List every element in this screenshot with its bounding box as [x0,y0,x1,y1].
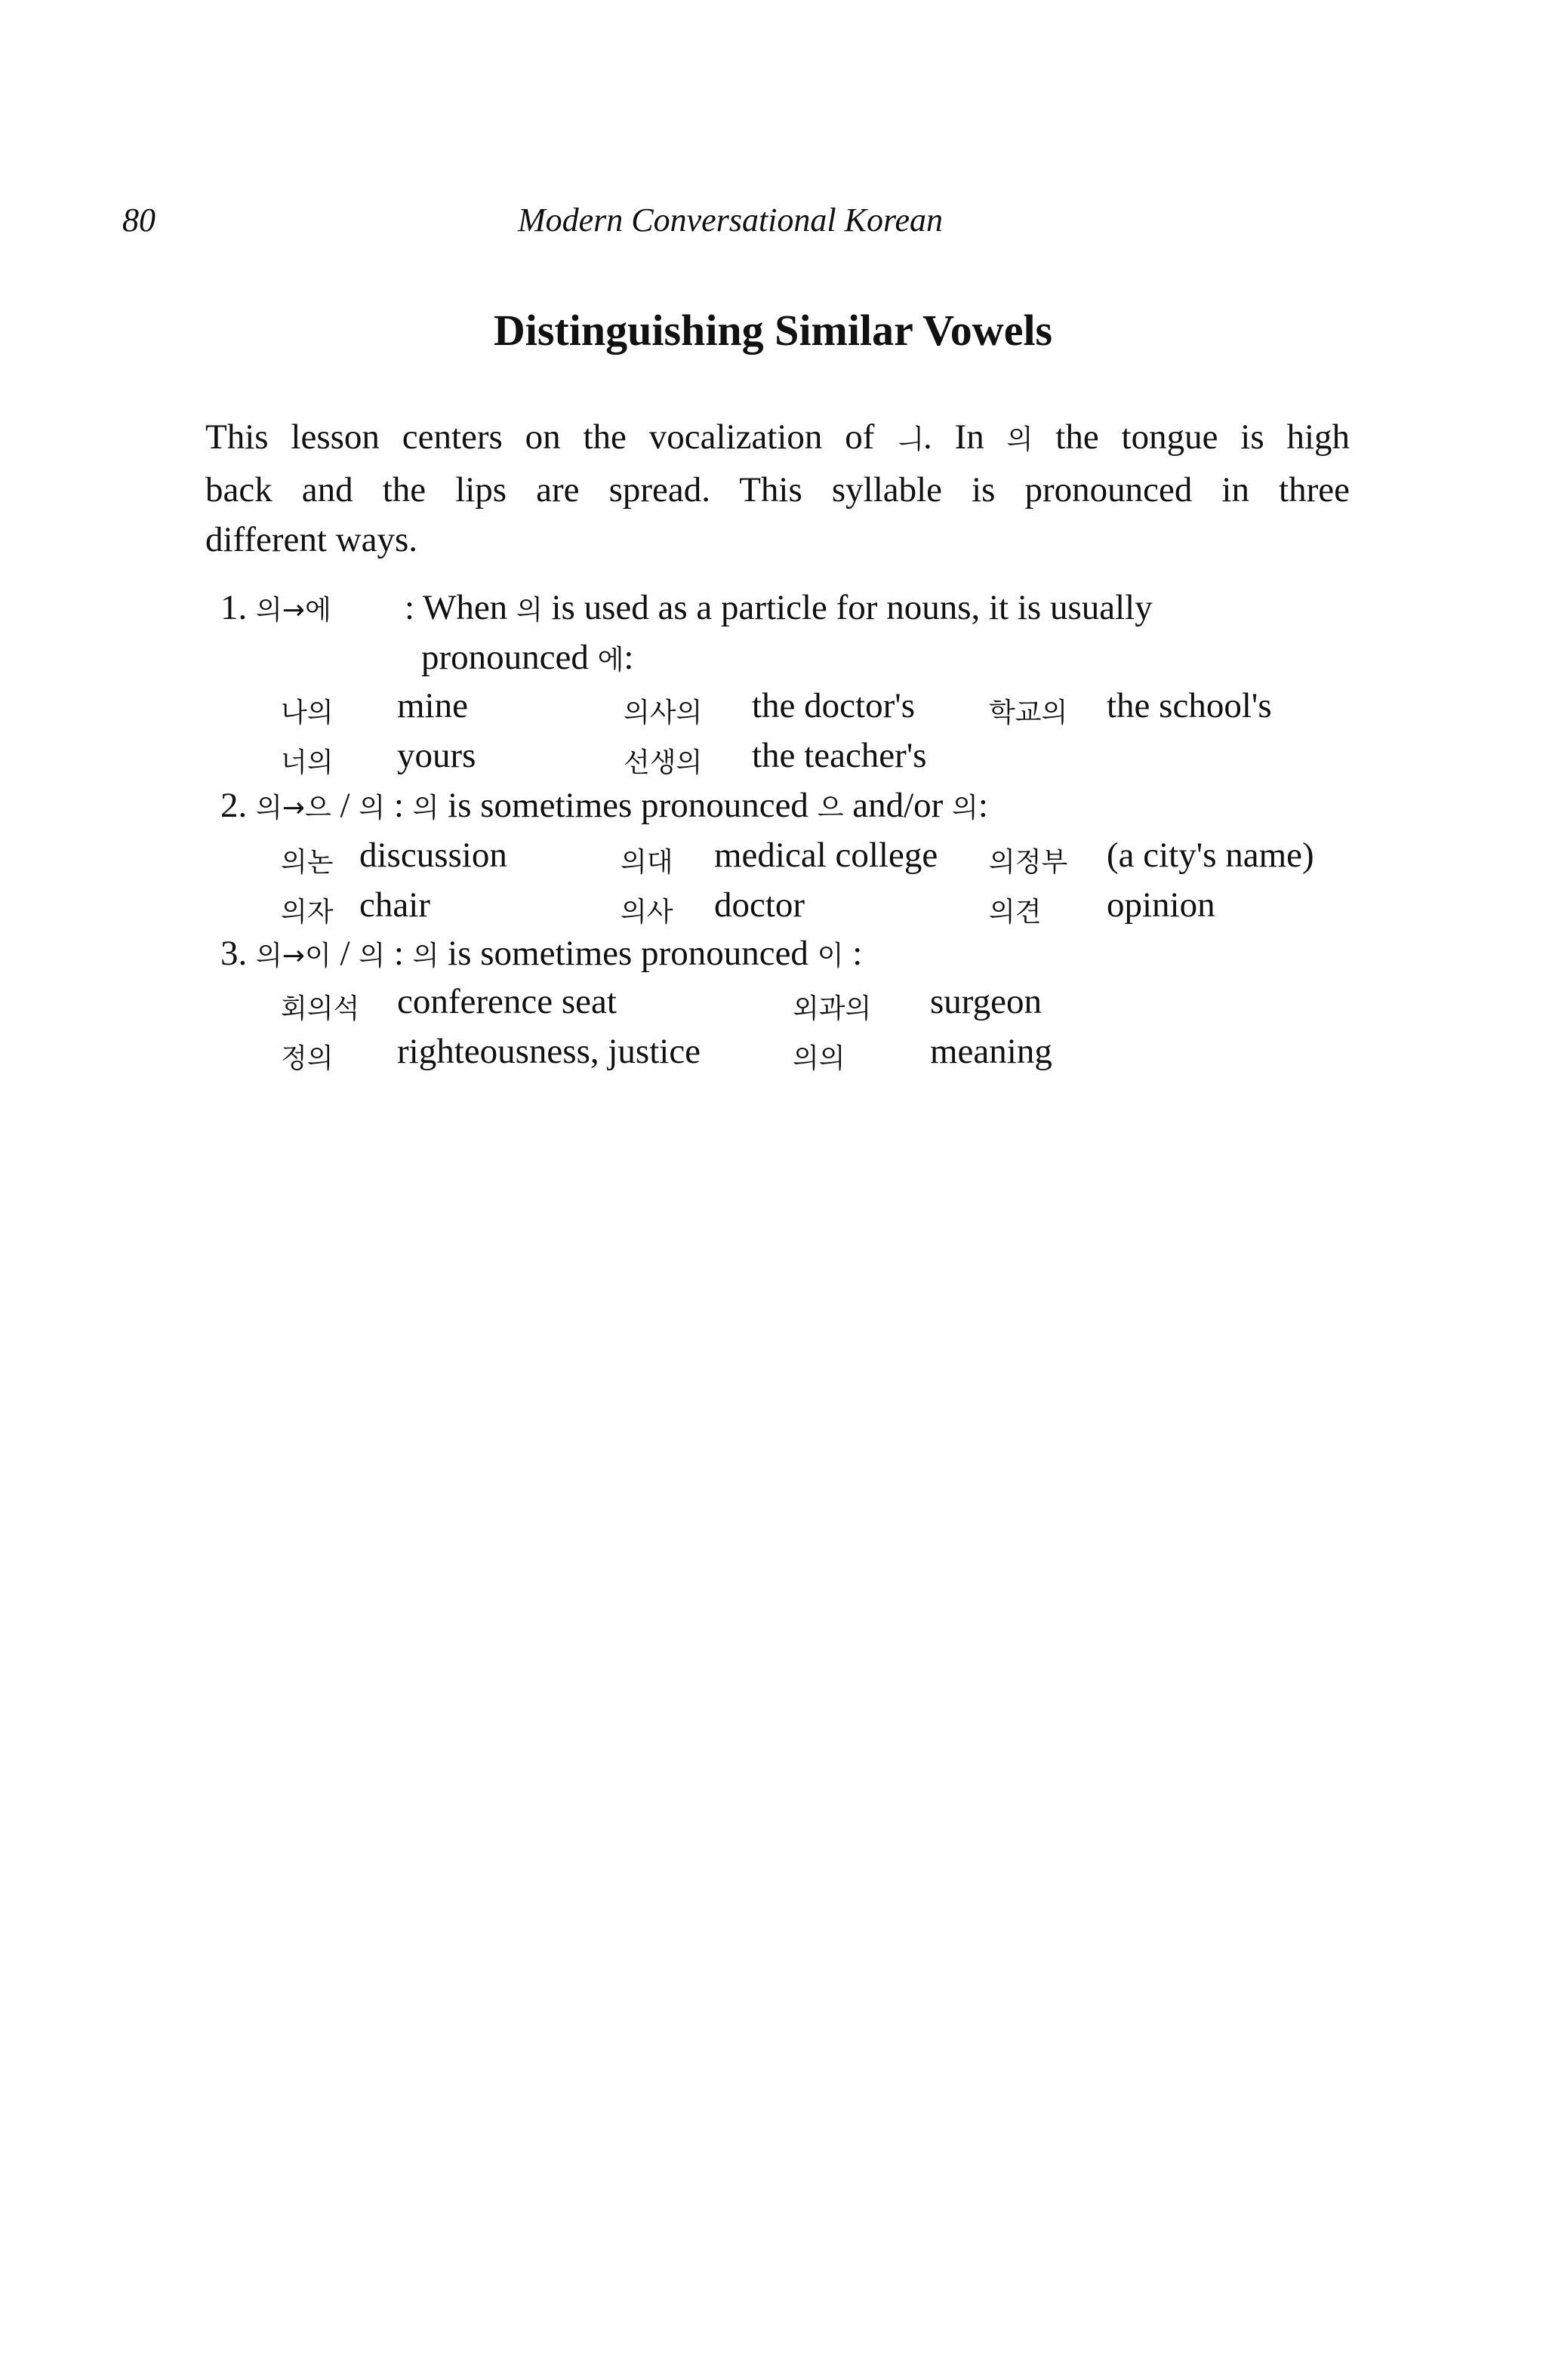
example-english: discussion [359,836,507,875]
intro-line: This lesson centers on the vocalization of ㅢ. In 의 the tongue is high [205,417,1350,457]
rule-3-heading: 3. 의→이 / 의 : 의 is sometimes pronounced 이 : [220,934,863,973]
rule-1-description-line2: pronounced 에: [421,638,634,677]
example-english: yours [397,736,476,775]
rule-2-heading: 2. 의→으 / 의 : 의 is sometimes pronounced 으 and/or 의: [220,786,988,825]
intro-line: different ways. [205,520,418,559]
running-title: Modern Conversational Korean [518,202,943,239]
example-korean: 회의석 [281,993,360,1024]
arrow-icon: → [282,595,305,626]
rule-1-heading: 1. 의→에 [220,588,331,627]
intro-paragraph [205,412,1350,565]
example-english: meaning [930,1032,1052,1071]
korean-syllable: 의 [1006,424,1033,455]
example-english: mine [397,686,468,725]
example-english: the teacher's [752,736,927,775]
example-korean: 의사 [621,897,673,928]
page-title: Distinguishing Similar Vowels [493,306,1053,355]
example-korean: 외과의 [793,993,872,1024]
example-english: opinion [1107,885,1215,925]
example-korean: 의사의 [624,697,703,728]
example-english: righteousness, justice [397,1032,701,1071]
example-korean: 의대 [621,847,673,878]
example-korean: 의의 [793,1043,845,1074]
example-english: chair [359,885,430,925]
example-korean: 나의 [281,697,334,728]
example-korean: 의정부 [989,847,1068,878]
arrow-icon: → [282,941,305,971]
intro-line: back and the lips are spread. This syllable is pronounced in three [205,470,1350,510]
korean-vowel: ㅢ [897,424,924,455]
example-english: surgeon [930,982,1042,1021]
example-english: the doctor's [752,686,915,725]
example-english: medical college [714,836,938,875]
example-english: the school's [1107,686,1272,725]
example-korean: 너의 [281,747,334,778]
example-korean: 의견 [989,897,1042,928]
example-korean: 의논 [281,847,334,878]
example-english: doctor [714,885,805,925]
example-korean: 정의 [281,1043,334,1074]
example-korean: 선생의 [624,747,703,778]
example-korean: 의자 [281,897,334,928]
example-english: conference seat [397,982,617,1021]
arrow-icon: → [282,793,305,824]
page-number: 80 [122,202,156,239]
rule-1-description: : When 의 is used as a particle for nouns, it is usually [405,588,1153,627]
example-korean: 학교의 [989,697,1068,728]
example-english: (a city's name) [1107,836,1314,875]
